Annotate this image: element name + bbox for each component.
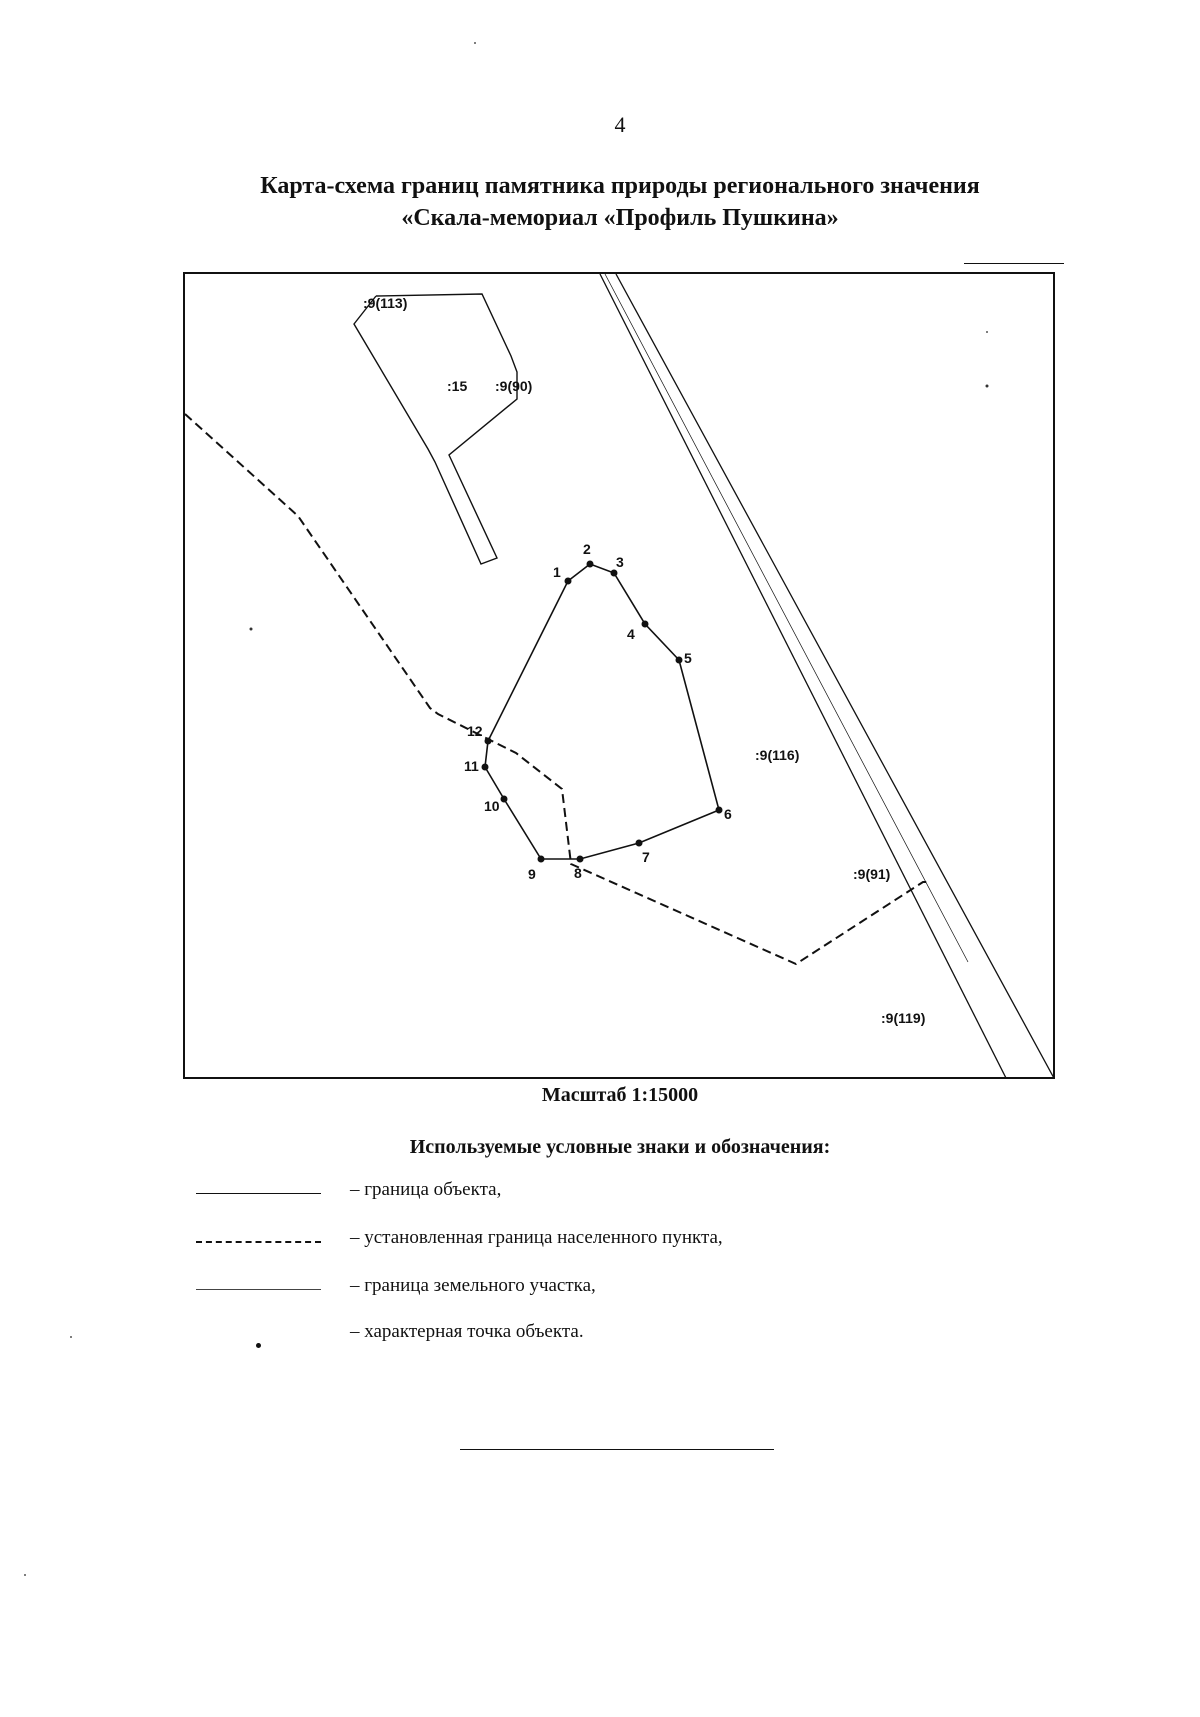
point-10 [501,796,508,803]
legend-label: – граница земельного участка, [350,1275,596,1296]
point-label-4: 4 [627,626,635,642]
map-frame [183,272,1055,1079]
legend-sample-point-icon [256,1343,261,1348]
parcel-label-15: :15 [447,378,468,394]
point-9 [538,856,545,863]
legend-item-object-boundary [190,1179,1090,1209]
document-title [150,170,1090,234]
point-11 [482,764,489,771]
bottom-rule [460,1449,774,1450]
point-1 [565,578,572,585]
boundary-map [185,274,1055,1079]
scan-speck [24,1574,26,1576]
point-2 [587,561,594,568]
parcel-label-9-90: :9(90) [495,378,533,394]
scan-speck [474,42,476,44]
point-label-2: 2 [583,541,591,557]
point-8 [577,856,584,863]
title-line-2: «Скала-мемориал «Профиль Пушкина» [401,205,839,231]
point-label-3: 3 [616,554,624,570]
page-number: 4 [614,112,626,137]
point-label-12: 12 [467,723,483,739]
point-7 [636,840,643,847]
point-label-1: 1 [553,564,561,580]
legend-item-characteristic-point [190,1321,1090,1351]
point-3 [611,570,618,577]
point-6 [716,807,723,814]
point-label-10: 10 [484,798,500,814]
title-line-1: Карта-схема границ памятника природы регионального значения [260,173,980,199]
parcel-label-9-91: :9(91) [853,866,891,882]
point-label-5: 5 [684,650,692,666]
legend-label: – граница объекта, [350,1179,502,1200]
scan-speck [70,1336,72,1338]
point-label-11: 11 [464,758,479,774]
legend-item-settlement-boundary [190,1227,1090,1257]
legend-title: Используемые условные знаки и обозначения: [409,1136,831,1158]
parcel-15-boundary [354,294,517,564]
map-scale: Масштаб 1:15000 [541,1084,699,1106]
parcel-label-9-116: :9(116) [755,747,800,763]
road-lines [600,274,1055,1079]
object-boundary [485,564,719,859]
top-right-rule [964,263,1064,264]
point-12 [485,738,492,745]
legend-item-parcel-boundary [190,1275,1090,1305]
legend-label: – характерная точка объекта. [350,1321,584,1342]
point-label-6: 6 [724,806,732,822]
legend-label: – установленная граница населенного пункта, [350,1227,723,1248]
road-line-mid [605,274,968,962]
parcel-label-9-119: :9(119) [881,1010,926,1026]
point-5 [676,657,683,664]
point-label-8: 8 [574,865,582,881]
legend-sample-solid-line [196,1193,321,1194]
parcel-labels [363,295,925,1026]
point-label-7: 7 [642,849,650,865]
road-line-right [616,274,1055,1079]
settlement-boundary [185,414,929,964]
point-label-9: 9 [528,866,536,882]
point-4 [642,621,649,628]
legend-sample-dashed-line [196,1241,321,1243]
characteristic-points [482,561,723,863]
point-labels [464,541,732,882]
legend-sample-thin-line [196,1289,321,1290]
parcel-label-9-113: :9(113) [363,295,408,311]
